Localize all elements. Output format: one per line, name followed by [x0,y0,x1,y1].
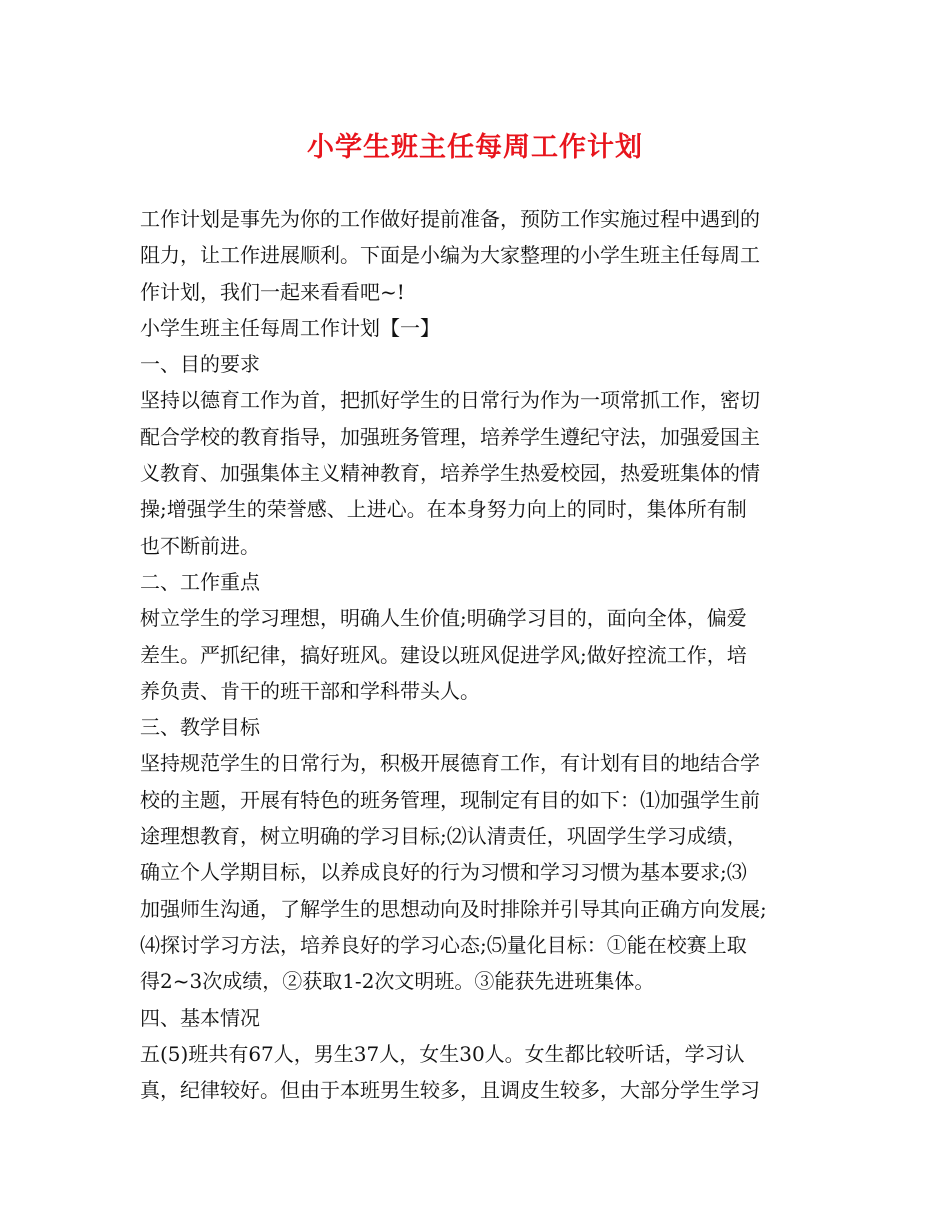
body-line: 差生。严抓纪律，搞好班风。建设以班风促进学风;做好控流工作，培 [140,642,747,667]
body-line: 坚持以德育工作为首，把抓好学生的日常行为作为一项常抓工作，密切 [140,388,760,413]
body-line: 阻力，让工作进展顺利。下面是小编为大家整理的小学生班主任每周工 [140,243,760,268]
body-line: 校的主题，开展有特色的班务管理，现制定有目的如下：⑴加强学生前 [140,787,760,812]
body-line: 义教育、加强集体主义精神教育，培养学生热爱校园，热爱班集体的情 [140,461,760,486]
body-line: 坚持规范学生的日常行为，积极开展德育工作，有计划有目的地结合学 [140,751,760,776]
body-line: 加强师生沟通，了解学生的思想动向及时排除并引导其向正确方向发展; [140,896,767,921]
document-title: 小学生班主任每周工作计划 [307,132,643,163]
body-line: 作计划，我们一起来看看吧~! [140,279,405,304]
body-line: 途理想教育，树立明确的学习目标;⑵认清责任，巩固学生学习成绩， [140,824,747,849]
body-line: 养负责、肯干的班干部和学科带头人。 [140,678,480,703]
document-body [140,201,820,1108]
body-line: 真，纪律较好。但由于本班男生较多，且调皮生较多，大部分学生学习 [140,1078,760,1103]
body-line: 五(5)班共有67人，男生37人，女生30人。女生都比较听话，学习认 [140,1041,745,1066]
body-line: ⑷探讨学习方法，培养良好的学习心态;⑸量化目标：①能在校赛上取 [140,932,747,957]
section-heading: 四、基本情况 [140,1005,260,1030]
body-line: 操;增强学生的荣誉感、上进心。在本身努力向上的同时，集体所有制 [140,497,747,522]
body-line: 树立学生的学习理想，明确人生价值;明确学习目的，面向全体，偏爱 [140,606,747,631]
body-line: 配合学校的教育指导，加强班务管理，培养学生遵纪守法，加强爱国主 [140,424,760,449]
body-line: 得2~3次成绩，②获取1-2次文明班。③能获先进班集体。 [140,969,655,994]
section-heading: 一、目的要求 [140,352,260,377]
section-heading: 二、工作重点 [140,569,260,594]
section-heading: 三、教学目标 [140,715,260,740]
body-line: 确立个人学期目标，以养成良好的行为习惯和学习习惯为基本要求;⑶ [140,860,747,885]
body-line: 工作计划是事先为你的工作做好提前准备，预防工作实施过程中遇到的 [140,207,760,231]
body-line: 也不断前进。 [140,533,260,558]
section-heading-plan-one: 小学生班主任每周工作计划【一】 [140,315,440,340]
